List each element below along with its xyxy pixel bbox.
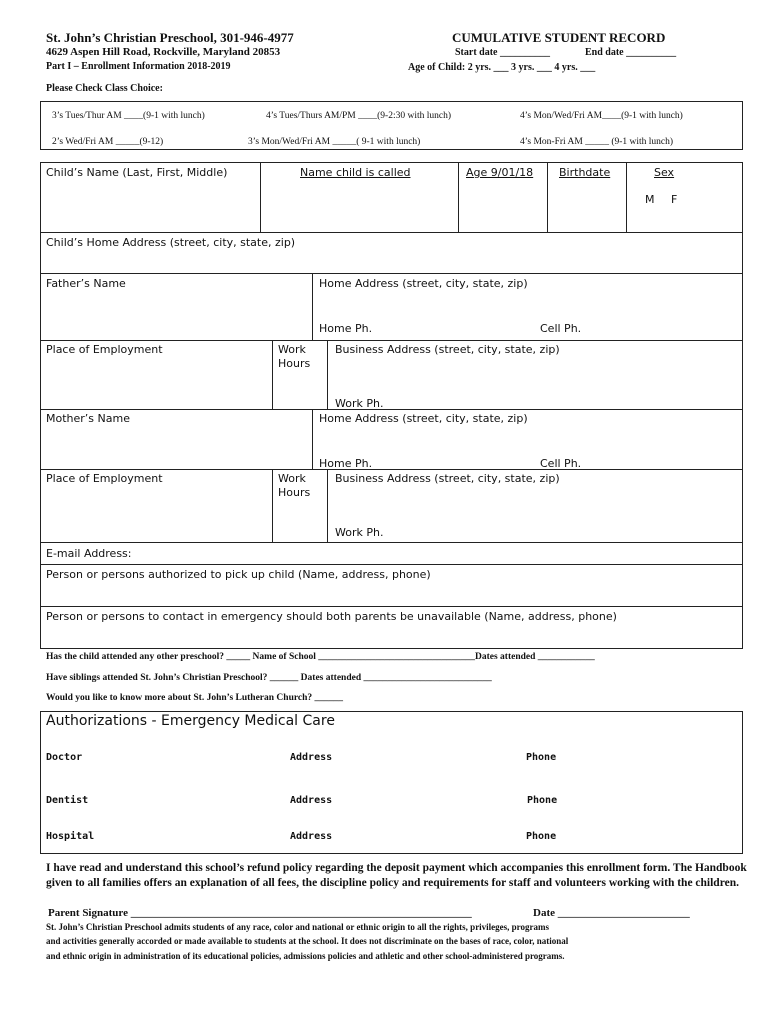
class-option-4s-mon-fri[interactable]: 4’s Mon-Fri AM _____ (9-1 with lunch) xyxy=(520,137,674,147)
school-name: St. John’s Christian Preschool, 301-946-4977 xyxy=(46,30,294,45)
dentist-address-label: Address xyxy=(290,795,333,806)
mother-business-address-label: Business Address (street, city, state, zip) xyxy=(335,472,560,485)
father-business-address-label: Business Address (street, city, state, zip) xyxy=(335,343,560,356)
end-date-field[interactable]: End date __________ xyxy=(585,47,677,58)
birthdate-label: Birthdate xyxy=(559,166,611,179)
father-employment-label: Place of Employment xyxy=(46,343,163,356)
age-label: Age 9/01/18 xyxy=(466,166,534,179)
church-question[interactable]: Would you like to know more about St. John’s Lutheran Church? ______ xyxy=(46,693,344,703)
email-label: E-mail Address: xyxy=(46,547,132,560)
hospital-label: Hospital xyxy=(46,831,95,842)
class-option-2s-wed-fri[interactable]: 2’s Wed/Fri AM _____(9-12) xyxy=(52,137,164,147)
signature-date-field[interactable]: Date ________________________ xyxy=(533,907,690,919)
nondiscrimination-line-2: and activities generally accorded or made available to students at the school. It does not discriminate on the bases of race, color, national xyxy=(46,936,569,946)
record-title: CUMULATIVE STUDENT RECORD xyxy=(452,30,666,45)
sex-m-option[interactable]: M xyxy=(645,193,655,206)
parent-signature-field[interactable]: Parent Signature ______________________________________________________________ xyxy=(48,907,472,919)
father-work-hours-label-1: Work xyxy=(278,343,306,356)
dentist-phone-label: Phone xyxy=(527,795,558,806)
emergency-contact-label: Person or persons to contact in emergency should both parents be unavailable (Name, address, phone) xyxy=(46,610,617,623)
refund-policy-statement: I have read and understand this school’s refund policy regarding the deposit payment which accompanies this enrollment form. The Handbook given to all families offers an explanation of all fees, the discipline policy and requirements for staff and volunteers working with the children. xyxy=(46,862,747,889)
mother-name-label: Mother’s Name xyxy=(46,412,130,425)
mother-work-phone-label: Work Ph. xyxy=(335,526,384,539)
class-option-4s-mwf[interactable]: 4’s Mon/Wed/Fri AM____(9-1 with lunch) xyxy=(520,111,683,121)
school-address: 4629 Aspen Hill Road, Rockville, Maryland 20853 xyxy=(46,46,281,58)
hospital-phone-label: Phone xyxy=(526,831,557,842)
class-option-3s-mwf[interactable]: 3’s Mon/Wed/Fri AM _____( 9-1 with lunch) xyxy=(248,137,421,147)
class-option-3s-tue-thu[interactable]: 3’s Tues/Thur AM ____(9-1 with lunch) xyxy=(52,111,205,121)
father-name-label: Father’s Name xyxy=(46,277,126,290)
father-home-phone-label: Home Ph. xyxy=(319,322,373,335)
pickup-persons-label: Person or persons authorized to pick up child (Name, address, phone) xyxy=(46,568,431,581)
father-cell-phone-label: Cell Ph. xyxy=(540,322,582,335)
age-of-child-field[interactable]: Age of Child: 2 yrs. ___ 3 yrs. ___ 4 yrs. ___ xyxy=(408,62,596,73)
nondiscrimination-line-1: St. John’s Christian Preschool admits students of any race, color and national or ethnic origin to all the rights, privileges, programs xyxy=(46,922,550,932)
dentist-label: Dentist xyxy=(46,795,89,806)
mother-work-hours-label-2: Hours xyxy=(278,486,311,499)
doctor-phone-label: Phone xyxy=(526,752,557,763)
mother-cell-phone-label: Cell Ph. xyxy=(540,457,582,470)
mother-work-hours-label-1: Work xyxy=(278,472,306,485)
doctor-address-label: Address xyxy=(290,752,333,763)
nondiscrimination-line-3: and ethnic origin in administration of its educational policies, admissions policies and athletic and other school-administered programs. xyxy=(46,951,565,961)
father-home-address-label: Home Address (street, city, state, zip) xyxy=(319,277,528,290)
part-heading: Part I – Enrollment Information 2018-2019 xyxy=(46,61,231,72)
hospital-address-label: Address xyxy=(290,831,333,842)
father-work-hours-label-2: Hours xyxy=(278,357,311,370)
class-option-4s-tue-thu[interactable]: 4’s Tues/Thurs AM/PM ____(9-2:30 with lunch) xyxy=(266,111,452,121)
mother-home-phone-label: Home Ph. xyxy=(319,457,373,470)
doctor-label: Doctor xyxy=(46,752,83,763)
mother-home-address-label: Home Address (street, city, state, zip) xyxy=(319,412,528,425)
sex-f-option[interactable]: F xyxy=(671,193,678,206)
sex-label: Sex xyxy=(654,166,675,179)
child-name-label: Child’s Name (Last, First, Middle) xyxy=(46,166,228,179)
authorizations-title: Authorizations - Emergency Medical Care xyxy=(46,713,335,729)
siblings-question[interactable]: Have siblings attended St. John’s Christian Preschool? ______ Dates attended ___________________________ xyxy=(46,673,492,683)
mother-employment-label: Place of Employment xyxy=(46,472,163,485)
other-preschool-question[interactable]: Has the child attended any other preschool? _____ Name of School _________________________________Dates attended ____________ xyxy=(46,652,595,662)
authorizations-box xyxy=(40,711,743,854)
name-called-label: Name child is called xyxy=(300,166,411,179)
class-choice-prompt: Please Check Class Choice: xyxy=(46,83,163,94)
start-date-field[interactable]: Start date __________ xyxy=(455,47,550,58)
child-home-address-label: Child’s Home Address (street, city, state, zip) xyxy=(46,236,296,249)
father-work-phone-label: Work Ph. xyxy=(335,397,384,410)
